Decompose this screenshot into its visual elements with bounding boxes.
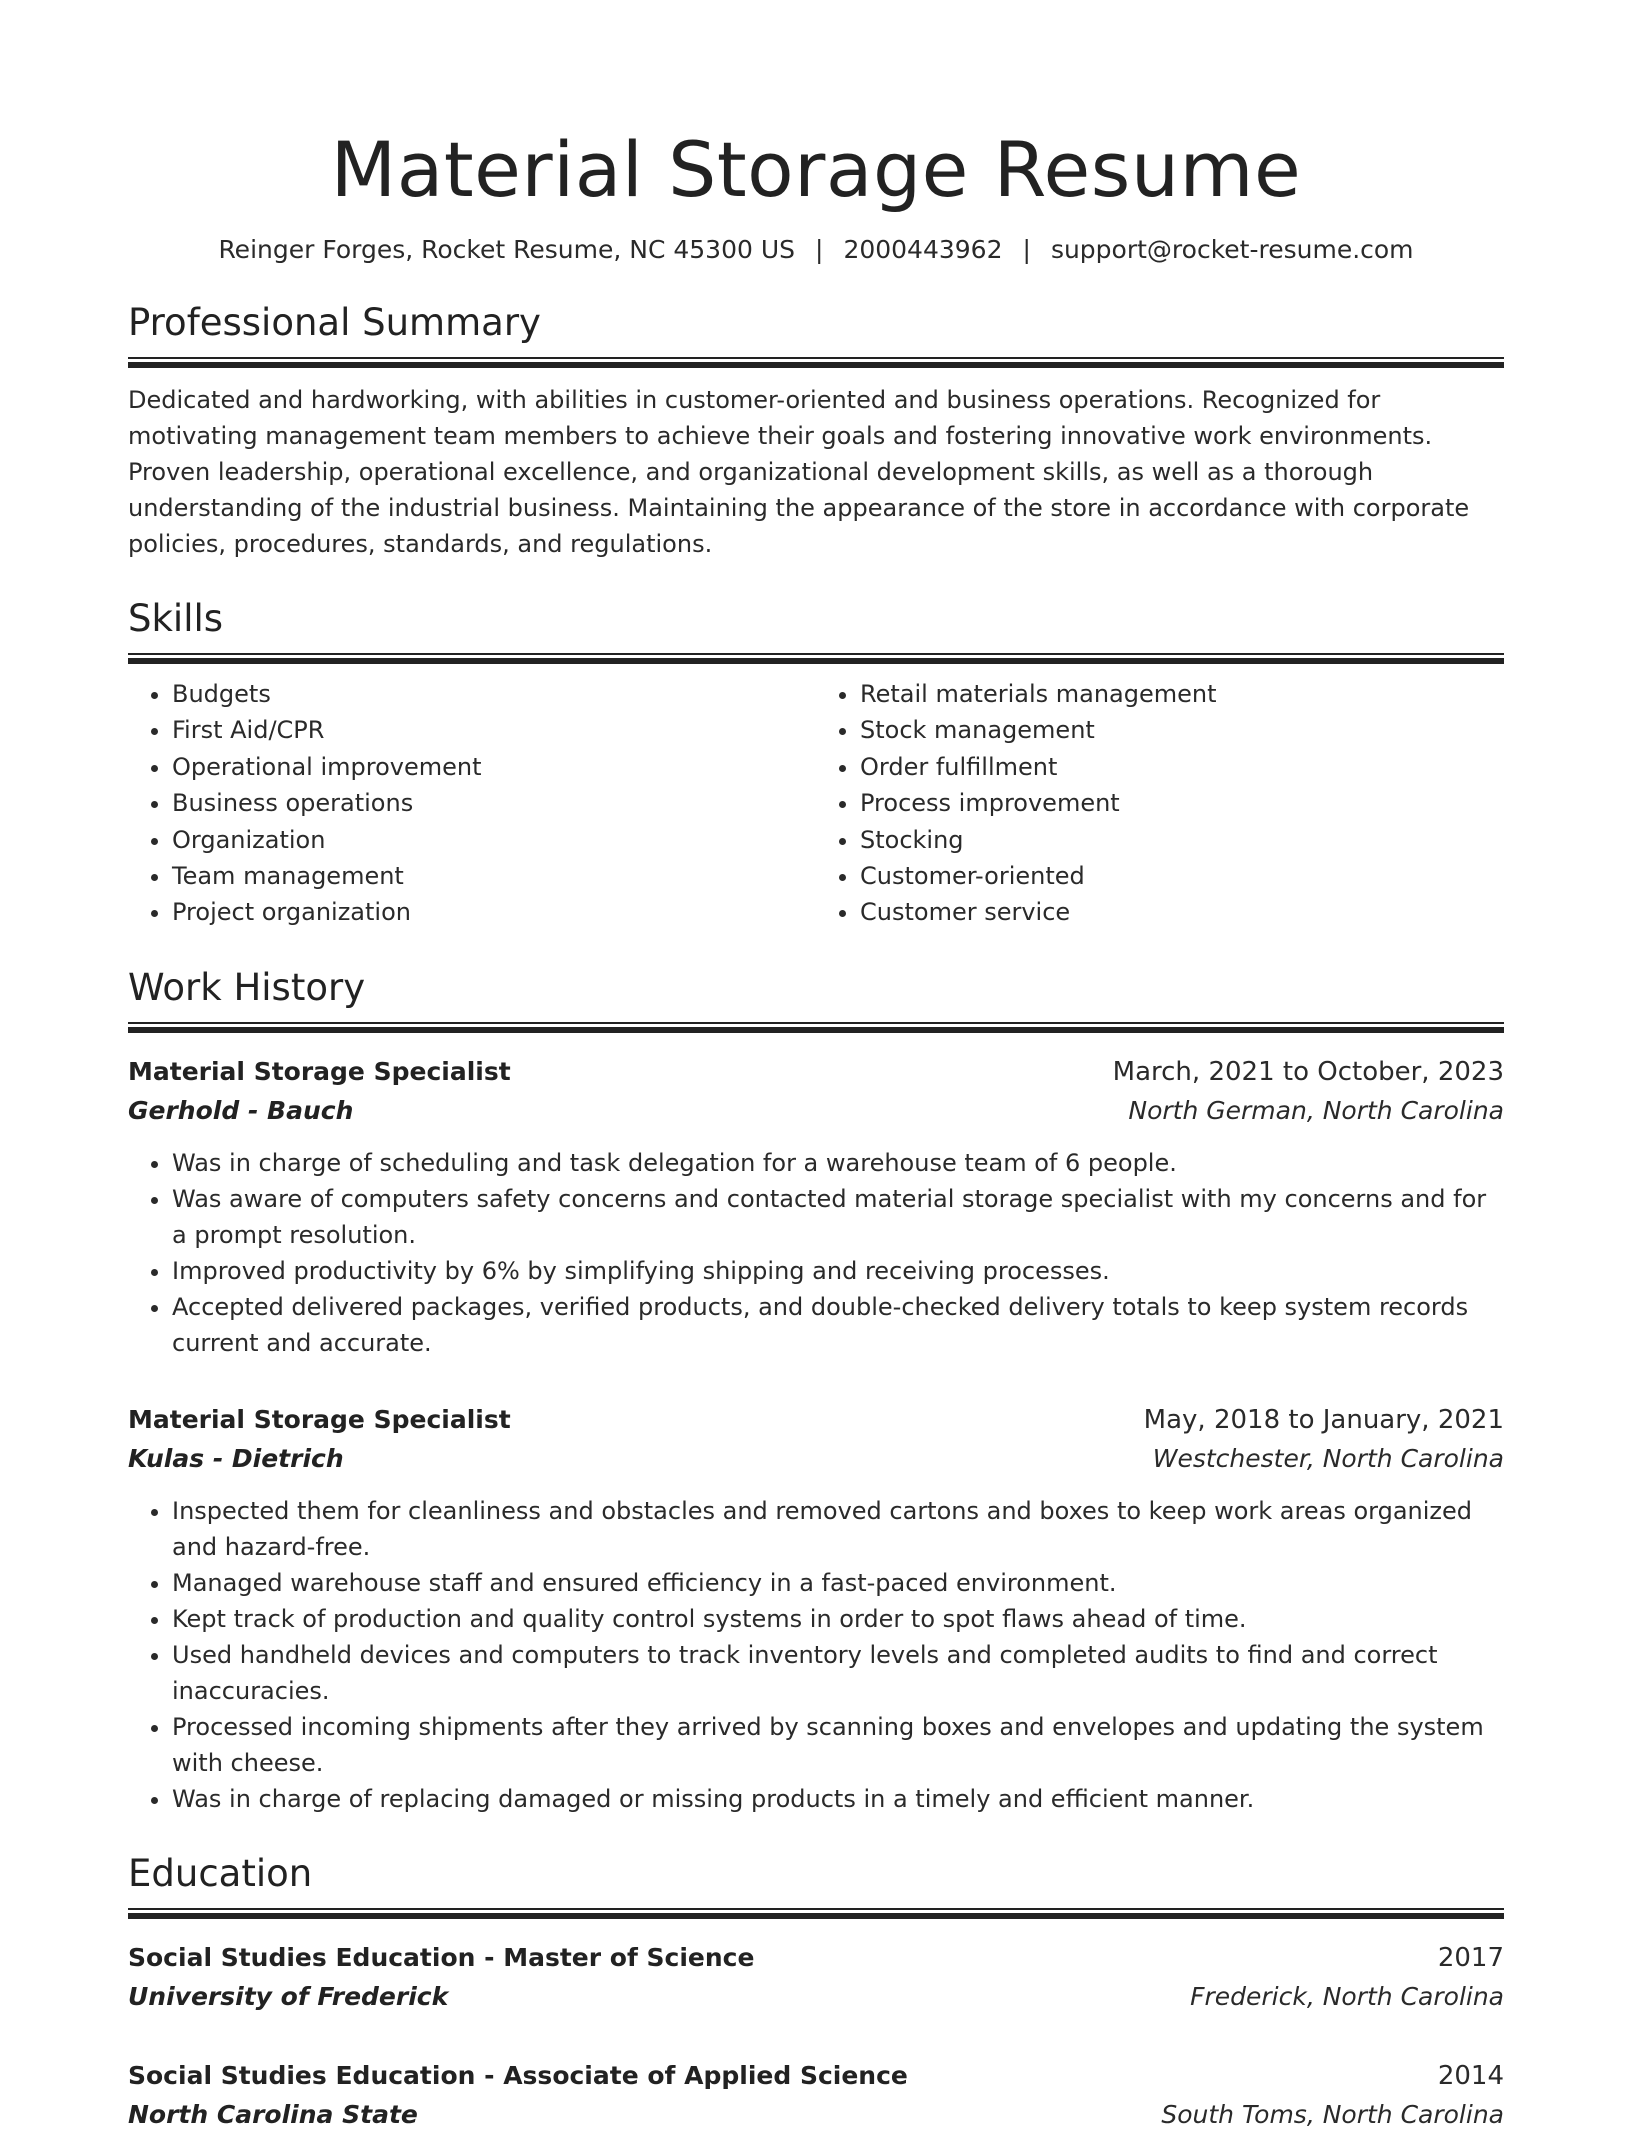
skill-item: • Budgets — [172, 676, 816, 712]
job-bullet: • Accepted delivered packages, verified products, and double-checked delivery totals to keep system records current and accurate. — [172, 1289, 1504, 1361]
education-year: 2017 — [1437, 1942, 1504, 1973]
contact-email: support@rocket-resume.com — [1050, 235, 1414, 264]
education-school: University of Frederick — [128, 1981, 449, 2011]
skill-item: • Operational improvement — [172, 749, 816, 785]
job-bullet: • Was in charge of scheduling and task delegation for a warehouse team of 6 people. — [172, 1145, 1504, 1181]
job-company-row — [128, 1439, 1504, 1479]
section-divider — [128, 653, 1504, 664]
skill-item: • Organization — [172, 822, 816, 858]
job-bullets — [128, 1145, 1504, 1361]
section-title-work-history: Work History — [128, 965, 366, 1009]
job-bullet: • Used handheld devices and computers to track inventory levels and completed audits to find and correct inaccuracies. — [172, 1637, 1504, 1709]
education-degree: Social Studies Education - Associate of Applied Science — [128, 2060, 908, 2090]
contact-separator: | — [815, 235, 824, 264]
education-header-row — [128, 1939, 1504, 1977]
skill-item: • Customer service — [860, 894, 1504, 930]
section-divider — [128, 357, 1504, 368]
education-entry — [128, 1939, 1504, 2017]
job-company-row — [128, 1091, 1504, 1131]
skills-list-left — [128, 676, 816, 931]
education-location: Frederick, North Carolina — [1190, 1981, 1504, 2011]
job-entry — [128, 1401, 1504, 1817]
resume-title: Material Storage Resume — [330, 125, 1302, 214]
job-header-row — [128, 1401, 1504, 1439]
job-location: North German, North Carolina — [1128, 1095, 1504, 1125]
skills-columns — [128, 676, 1504, 931]
job-title: Material Storage Specialist — [128, 1056, 511, 1086]
job-bullet: • Was aware of computers safety concerns and contacted material storage specialist with my concerns and for a prompt resolution. — [172, 1181, 1504, 1253]
summary-section — [128, 300, 1504, 562]
job-bullet: • Managed warehouse staff and ensured efficiency in a fast-paced environment. — [172, 1565, 1504, 1601]
job-bullets — [128, 1493, 1504, 1817]
contact-address: Reinger Forges, Rocket Resume, NC 45300 US — [218, 235, 795, 264]
job-header-row — [128, 1053, 1504, 1091]
skills-section — [128, 596, 1504, 931]
education-entry — [128, 2057, 1504, 2135]
contact-phone: 2000443962 — [843, 235, 1003, 264]
job-bullet: • Processed incoming shipments after they arrived by scanning boxes and envelopes and updating the system with cheese. — [172, 1709, 1504, 1781]
skills-list-right — [816, 676, 1504, 931]
skill-item: • Project organization — [172, 894, 816, 930]
skill-item: • Business operations — [172, 785, 816, 821]
skill-item: • Team management — [172, 858, 816, 894]
section-divider — [128, 1908, 1504, 1919]
job-dates: March, 2021 to October, 2023 — [1112, 1056, 1504, 1087]
skill-item: • Customer-oriented — [860, 858, 1504, 894]
job-bullet: • Improved productivity by 6% by simplifying shipping and receiving processes. — [172, 1253, 1504, 1289]
resume-page — [128, 0, 1504, 2129]
summary-text: Dedicated and hardworking, with abilities in customer-oriented and business operations. Recognized for motivating management team members to achieve their goals and fostering innovative work environments. Proven leadership, operational excellence, and organizational development skills, as well as a thorough understanding of the industrial business. Maintaining the appearance of the store in accordance with corporate policies, procedures, standards, and regulations. — [128, 386, 1470, 558]
work-history-section — [128, 965, 1504, 1817]
job-bullet: • Was in charge of replacing damaged or missing products in a timely and efficient manner. — [172, 1781, 1504, 1817]
job-company: Gerhold - Bauch — [128, 1095, 354, 1125]
skill-item: • Retail materials management — [860, 676, 1504, 712]
skill-item: • Stocking — [860, 822, 1504, 858]
education-location: South Toms, North Carolina — [1161, 2099, 1504, 2129]
section-title-summary: Professional Summary — [128, 301, 541, 344]
job-company: Kulas - Dietrich — [128, 1443, 344, 1473]
contact-separator: | — [1022, 235, 1031, 264]
skill-item: • Order fulfillment — [860, 749, 1504, 785]
section-divider — [128, 1022, 1504, 1033]
skill-item: • First Aid/CPR — [172, 712, 816, 748]
education-degree: Social Studies Education - Master of Science — [128, 1942, 755, 1972]
job-bullet: • Inspected them for cleanliness and obstacles and removed cartons and boxes to keep work areas organized and hazard-free. — [172, 1493, 1504, 1565]
job-location: Westchester, North Carolina — [1152, 1443, 1504, 1473]
education-school-row — [128, 1977, 1504, 2017]
job-dates: May, 2018 to January, 2021 — [1143, 1404, 1504, 1435]
skill-item: • Stock management — [860, 712, 1504, 748]
education-header-row — [128, 2057, 1504, 2095]
job-entry — [128, 1053, 1504, 1361]
skill-item: • Process improvement — [860, 785, 1504, 821]
education-school: North Carolina State — [128, 2099, 418, 2129]
section-title-education: Education — [128, 1851, 313, 1895]
education-year: 2014 — [1437, 2060, 1504, 2091]
education-school-row — [128, 2095, 1504, 2135]
job-title: Material Storage Specialist — [128, 1404, 511, 1434]
section-title-skills: Skills — [128, 597, 224, 640]
contact-line — [128, 234, 1504, 266]
job-bullet: • Kept track of production and quality control systems in order to spot flaws ahead of time. — [172, 1601, 1504, 1637]
education-section — [128, 1851, 1504, 2135]
